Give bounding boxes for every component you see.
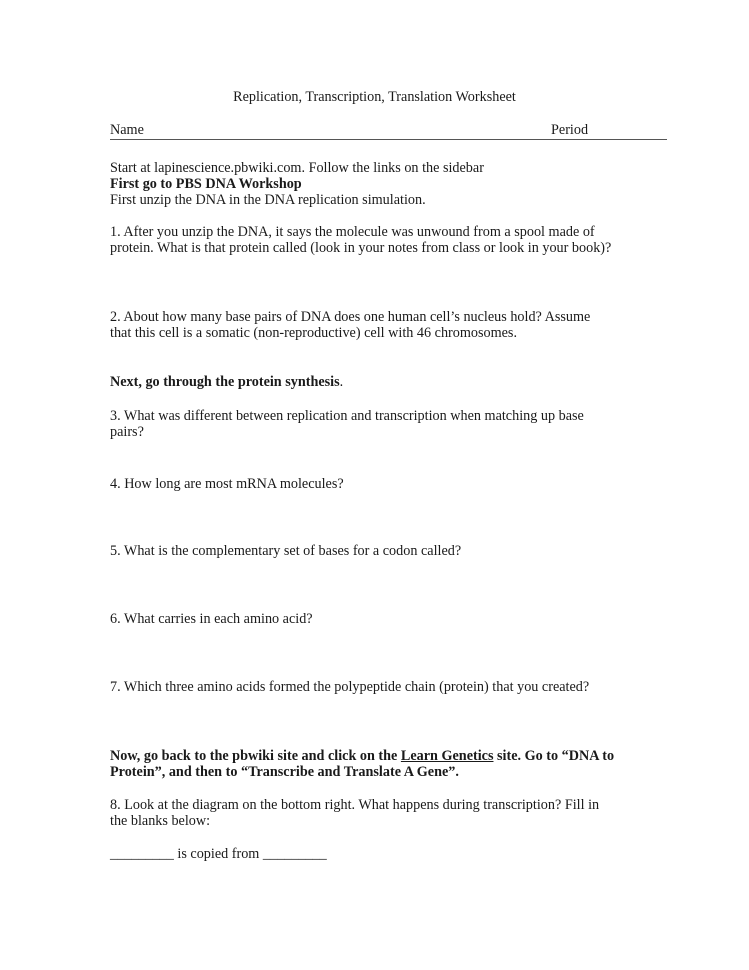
section-protein-synthesis <box>110 374 343 391</box>
intro-heading: First go to PBS DNA Workshop <box>110 176 302 192</box>
section-protein-synthesis-bold: Next, go through the protein synthesis <box>110 374 340 390</box>
section-learn-genetics-line-1 <box>110 748 614 765</box>
question-3-line-2: pairs? <box>110 424 144 440</box>
question-2-line-1: 2. About how many base pairs of DNA does one human cell’s nucleus hold? Assume <box>110 309 591 325</box>
section-protein-synthesis-tail: . <box>339 374 344 390</box>
section-learn-genetics-line-2: Protein”, and then to “Transcribe and Translate A Gene”. <box>110 764 459 780</box>
question-5: 5. What is the complementary set of bases for a codon called? <box>110 543 462 559</box>
question-8-line-1: 8. Look at the diagram on the bottom right. What happens during transcription? Fill in <box>110 797 600 813</box>
section-learn-genetics-post: site. Go to “DNA to <box>493 748 615 764</box>
question-6: 6. What carries in each amino acid? <box>110 611 313 627</box>
question-1-line-2: protein. What is that protein called (look in your notes from class or look in your book)? <box>110 240 612 256</box>
question-7: 7. Which three amino acids formed the polypeptide chain (protein) that you created? <box>110 679 590 695</box>
period-label: Period <box>551 122 589 138</box>
question-8-line-2: the blanks below: <box>110 813 211 829</box>
question-8-fill-in-blanks: _________ is copied from _________ <box>110 846 327 862</box>
question-3-line-1: 3. What was different between replication and transcription when matching up base <box>110 408 584 424</box>
document-title: Replication, Transcription, Translation Worksheet <box>233 89 516 105</box>
section-learn-genetics-pre: Now, go back to the pbwiki site and click on the <box>110 748 401 764</box>
question-1-line-1: 1. After you unzip the DNA, it says the molecule was unwound from a spool made of <box>110 224 595 240</box>
name-period-line <box>110 122 667 140</box>
learn-genetics-link[interactable]: Learn Genetics <box>400 748 494 764</box>
intro-line-3: First unzip the DNA in the DNA replication simulation. <box>110 192 426 208</box>
question-2-line-2: that this cell is a somatic (non-reproductive) cell with 46 chromosomes. <box>110 325 517 341</box>
name-label: Name <box>110 122 144 138</box>
question-4: 4. How long are most mRNA molecules? <box>110 476 344 492</box>
intro-line-1: Start at lapinescience.pbwiki.com. Follow the links on the sidebar <box>110 160 484 176</box>
